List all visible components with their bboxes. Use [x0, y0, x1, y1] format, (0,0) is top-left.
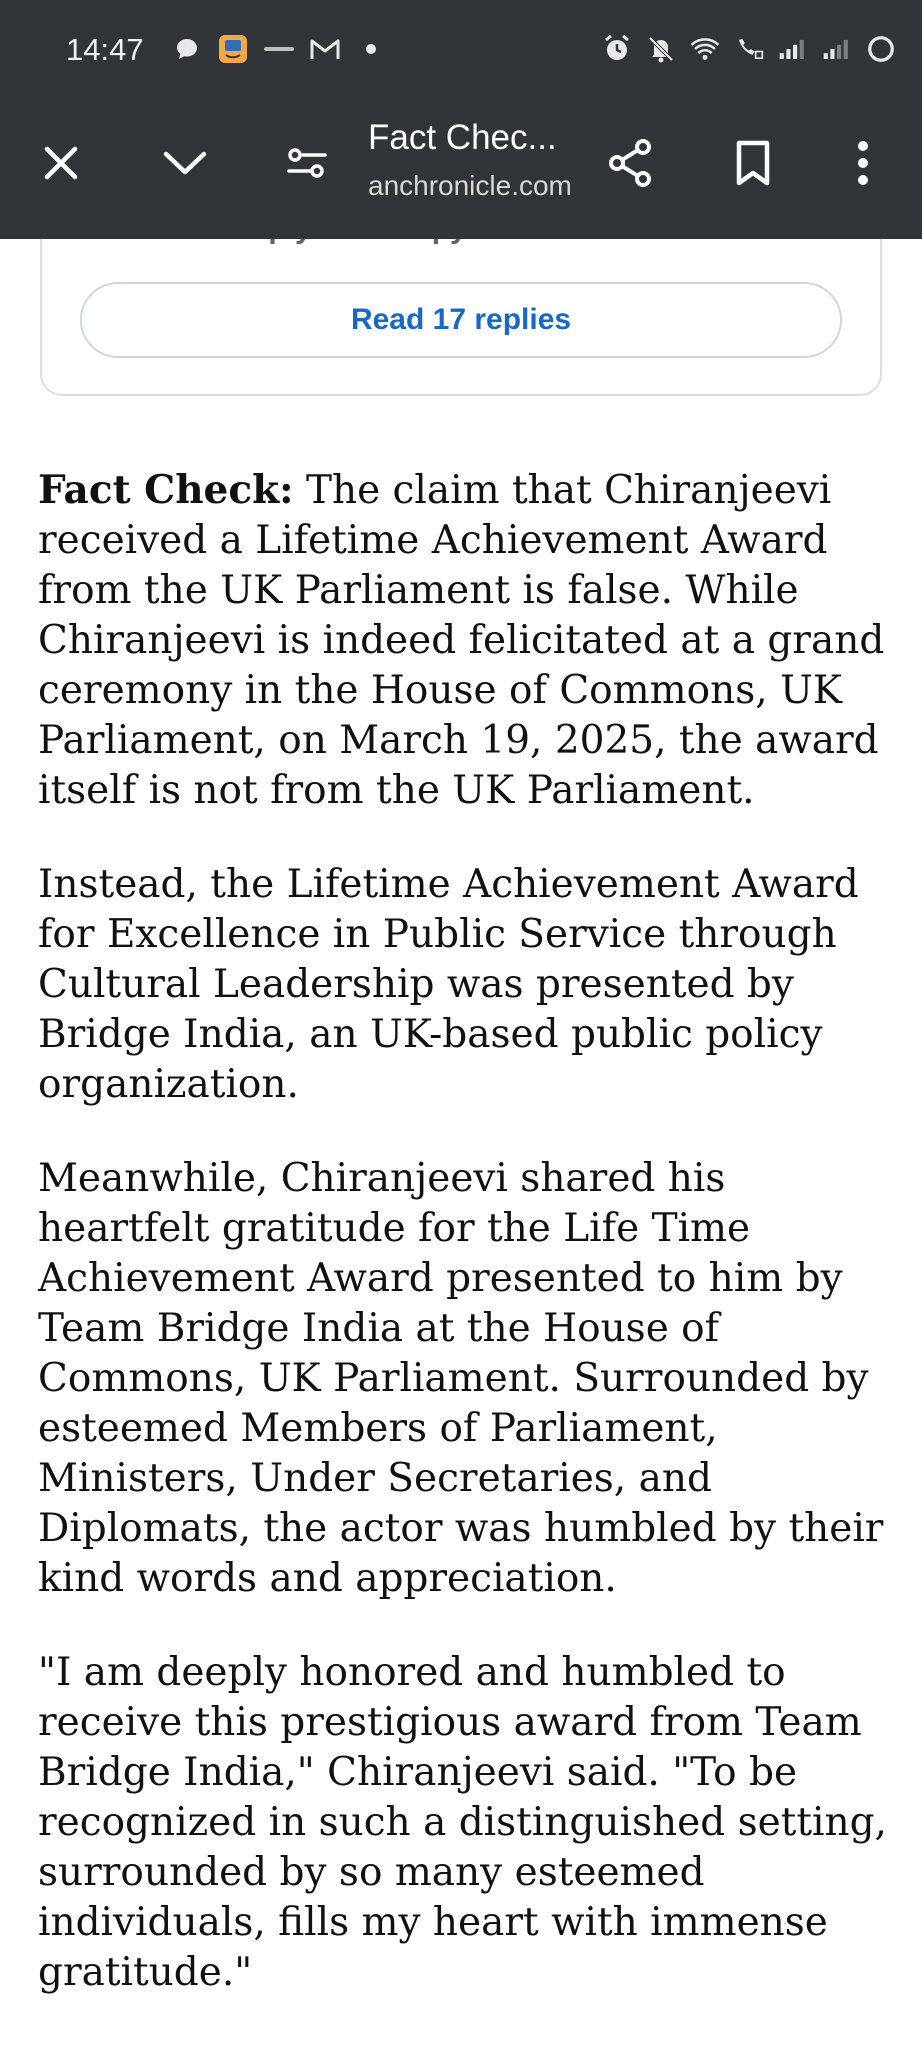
news-app-icon	[264, 34, 294, 64]
article-paragraph: Instead, the Lifetime Achievement Award for Excellence in Public Service through Cultural Leadership was presented by Bridge India, an UK-based public policy organization.	[38, 862, 859, 1107]
close-tab-button[interactable]	[28, 130, 94, 196]
page-title: Fact Chec...	[368, 118, 557, 157]
share-icon	[605, 137, 657, 189]
signal-icon	[822, 34, 852, 64]
page-url: anchronicle.com	[368, 170, 572, 201]
browser-top-bar	[0, 0, 922, 239]
wifi-icon	[690, 34, 720, 64]
alarm-icon	[602, 34, 632, 64]
more-vert-icon	[856, 140, 870, 186]
page-title-block[interactable]	[368, 118, 578, 202]
chat-bubble-icon	[172, 34, 202, 64]
dot-icon	[356, 34, 386, 64]
article-paragraph	[38, 465, 894, 816]
chevron-down-icon	[162, 148, 208, 178]
mute-icon	[646, 34, 676, 64]
fact-check-label: Fact Check:	[38, 467, 294, 513]
share-button[interactable]	[598, 130, 664, 196]
minimize-button[interactable]	[152, 130, 218, 196]
paragraph-text: The claim that Chiranjeevi received a Lifetime Achievement Award from the UK Parliament is false. While Chiranjeevi is indeed felicitated at a grand ceremony in the House of Commons, UK Parliament, on March 19, 2025, the award itself is not from the UK Parliament.	[38, 468, 885, 813]
close-icon	[41, 143, 81, 183]
article-body	[38, 465, 894, 2042]
battery-ring-icon	[866, 34, 896, 64]
article-paragraph: "I am deeply honored and humbled to receive this prestigious award from Team Bridge India," Chiranjeevi said. "To be recognized in such a distinguished setting, surrounded by so many esteemed individuals, fills my heart with immense gratitude."	[38, 1650, 887, 1995]
signal-icon	[778, 34, 808, 64]
gmail-icon	[310, 34, 340, 64]
article-paragraph: Meanwhile, Chiranjeevi shared his heartfelt gratitude for the Life Time Achievement Award presented to him by Team Bridge India at the House of Commons, UK Parliament. Surrounded by esteemed Members of Parliament, Ministers, Under Secretaries, and Diplomats, the actor was humbled by their kind words and appreciation.	[38, 1156, 884, 1601]
bookmark-icon	[733, 139, 773, 187]
wifi-call-icon	[734, 34, 764, 64]
notification-icons	[172, 34, 386, 64]
amazon-app-icon	[218, 34, 248, 64]
bookmark-button[interactable]	[720, 130, 786, 196]
system-status-icons	[602, 34, 896, 64]
page-settings-icon	[285, 143, 329, 183]
status-time: 14:47	[66, 32, 144, 67]
read-replies-button[interactable]: Read 17 replies	[80, 282, 842, 358]
page-settings-button[interactable]	[274, 130, 340, 196]
more-options-button[interactable]	[830, 130, 896, 196]
